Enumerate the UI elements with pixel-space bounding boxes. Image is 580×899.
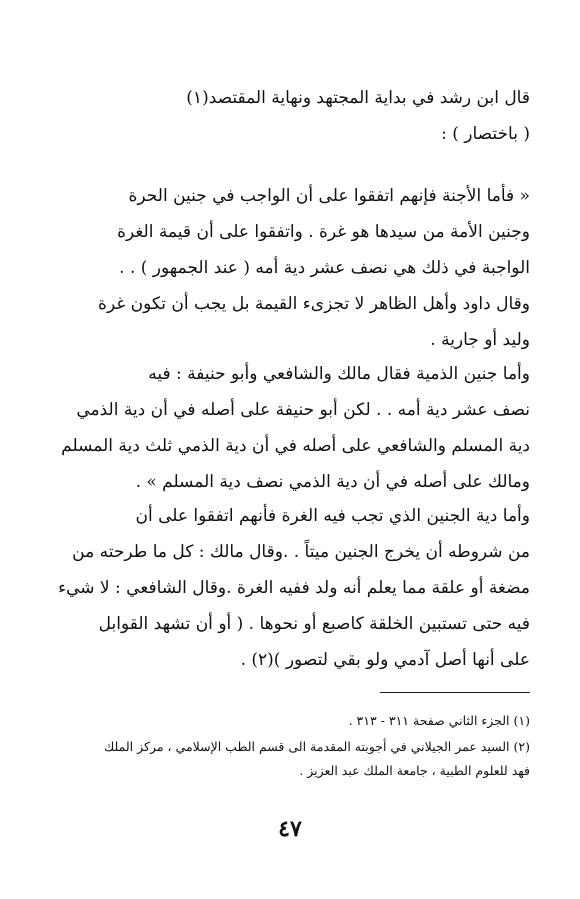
text-line: وأما دية الجنين الذي تجب فيه الغرة فأنهم اتفقوا على أن — [135, 506, 530, 526]
text-line: نصف عشر دية أمه . . لكن أبو حنيفة على أصله في أن دية الذمي — [76, 400, 530, 420]
text-line: وجنين الأمة من سيدها هو غرة . واتفقوا على أن قيمة الغرة — [117, 222, 530, 242]
text-line: « فأما الأجنة فإنهم اتفقوا على أن الواجب في جنين الحرة — [128, 186, 530, 206]
text-line: قال ابن رشد في بداية المجتهد ونهاية المقتصد(١) — [186, 88, 530, 108]
footnote-separator — [380, 692, 530, 693]
text-line: من شروطه أن يخرج الجنين ميتاً . .وقال مالك : كل ما طرحته من — [72, 542, 530, 562]
quote-paragraph-2 — [50, 356, 530, 500]
text-line: وأما جنين الذمية فقال مالك والشافعي وأبو حنيفة : فيه — [148, 364, 530, 384]
intro-paragraph — [50, 80, 530, 152]
quote-paragraph-1 — [50, 178, 530, 358]
text-line: فيه حتى تستبين الخلقة كاصبع أو نحوها . ( أو أن تشهد القوابل — [98, 614, 530, 634]
footnote-2-continuation: فهد للعلوم الطبية ، جامعة الملك عبد العزيز . — [299, 763, 530, 778]
text-line: ومالك على أصله في أن دية الذمي نصف دية المسلم » . — [135, 472, 530, 492]
text-line: وقال داود وأهل الظاهر لا تجزىء القيمة بل يجب أن تكون غرة — [98, 294, 530, 314]
text-line: الواجبة في ذلك هي نصف عشر دية أمه ( عند الجمهور ) . . — [119, 258, 530, 278]
footnote-1: (١) الجزء الثاني صفحة ٣١١ - ٣١٣ . — [348, 713, 530, 728]
text-line: ( باختصار ) : — [441, 124, 530, 144]
text-line: على أنها أصل آدمي ولو بقي لتصور )(٢) . — [240, 650, 530, 670]
text-line: مضغة أو علقة مما يعلم أنه ولد ففيه الغرة .وقال الشافعي : لا شيء — [58, 578, 530, 598]
footnote-2: (٢) السيد عمر الجيلاني في أجوبته المقدمة الى قسم الطب الإسلامي ، مركز الملك — [103, 739, 530, 754]
text-line: وليد أو جارية . — [430, 330, 530, 350]
text-line: دية المسلم والشافعي على أصله في أن دية الذمي ثلث دية المسلم — [61, 436, 530, 456]
page-number: ٤٧ — [278, 816, 302, 842]
quote-paragraph-3 — [50, 498, 530, 678]
